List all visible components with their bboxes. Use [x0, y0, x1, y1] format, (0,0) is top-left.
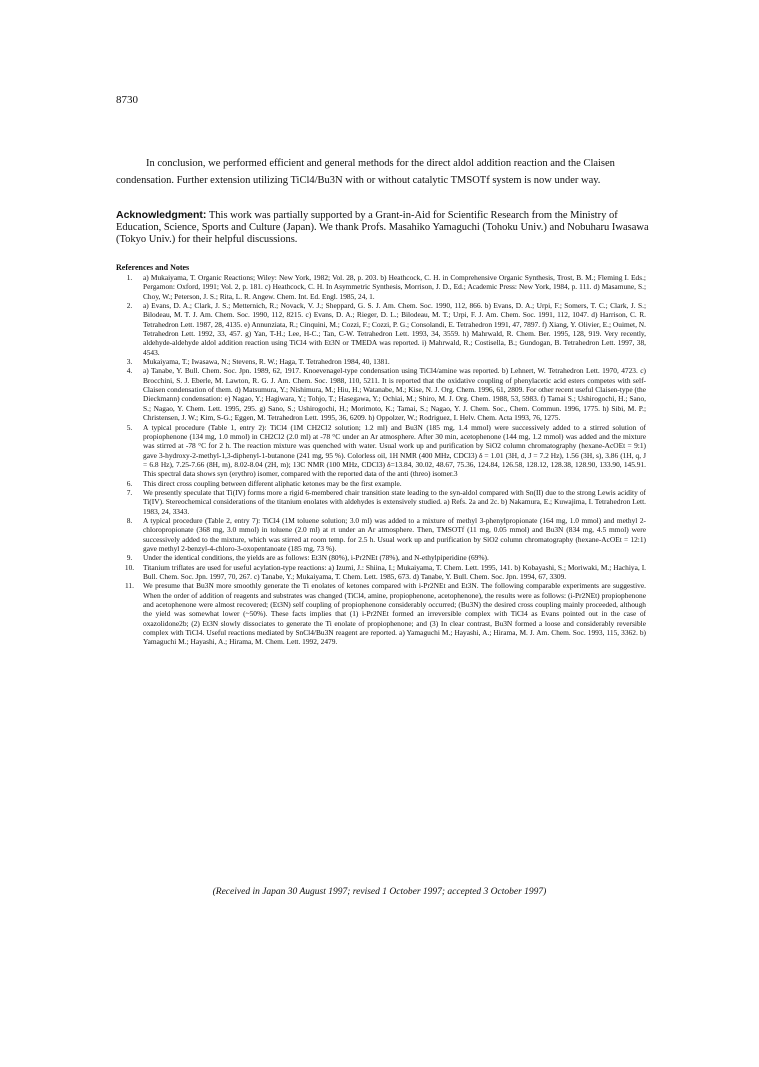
references-title: References and Notes — [116, 263, 190, 272]
reference-text: Mukaiyama, T.; Iwasawa, N.; Stevens, R. W.; Haga, T. Tetrahedron 1984, 40, 1381. — [143, 357, 390, 367]
reference-text: A typical procedure (Table 1, entry 2): TiCl4 (1M CH2Cl2 solution; 1.2 ml) and Bu3N (185 mg, 1.4 mmol) were successively added to a stirred solution of propiophenone (134 mg, 1.0 mmol) in CH2Cl2 (2.0 ml) at -78 °C under an Ar atmosphere. After 30 min, acetophenone (144 mg, 1.2 mmol) was added and the mixture was stirred at -78 °C for 2 h. The reaction mixture was quenched with water. Usual work up and purification by SiO2 column chromatography (hexane-AcOEt = 9:1) gave 3-hydroxy-2-methyl-1,3-diphenyl-1-butanone (241 mg, 95 %). Colorless oil, 1H NMR (400 MHz, CDCl3) δ = 1.01 (3H, d, J = 7.2 Hz), 1.56 (3H, s), 3.86 (1H, q, J = 6.8 Hz), 7.25-7.66 (8H, m), 8.02-8.04 (2H, m); 13C NMR (100 MHz, CDCl3) δ=13.84, 30.02, 48.67, 75.36, 124.84, 126.58, 128.12, 128.38, 128.90, 133.90, 145.91. This spectral data shows syn (erythro) isomer, compared with the reported data of the anti (threo) isomer.3 — [143, 422, 646, 479]
reference-number: 3. — [126, 357, 133, 367]
reference-number: 9. — [126, 553, 133, 563]
reference-text: A typical procedure (Table 2, entry 7): TiCl4 (1M toluene solution; 3.0 ml) was added to a mixture of methyl 3-phenylpropionate (164 mg, 1.0 mmol) and methyl 2-chloropropionate (368 mg, 3.0 mmol) in toluene (2.0 ml) at rt under an Ar atmosphere. Then, TMSOTf (11 mg, 0.05 mmol) and Bu3N (834 mg, 4.5 mmol) were successively added to the mixture, which was stirred at room temp. for 2.5 h. Usual work up and purification by SiO2 column chromatography (hexane-AcOEt = 12:1) gave methyl 2-benzyl-4-chloro-3-oxopentanoate (185 mg, 73 %). — [143, 515, 646, 553]
reference-item — [116, 273, 646, 301]
reference-number: 5. — [126, 422, 133, 432]
reference-item — [116, 516, 646, 553]
reference-number: 4. — [126, 366, 133, 376]
reference-item — [116, 563, 646, 582]
reference-number: 7. — [126, 487, 133, 497]
page-number: 8730 — [116, 94, 138, 106]
reference-number: 11. — [125, 581, 134, 591]
reference-item — [116, 357, 646, 366]
reference-item — [116, 581, 646, 646]
acknowledgment-text: This work was partially supported by a Grant-in-Aid for Scientific Research from the Ministry of Education, Science, Sports and Culture (Japan). We thank Profs. Masahiko Yamaguchi (Tohoku Univ.) and Nobuharu Iwasawa (Tokyo Univ.) for their helpful discussions. — [116, 210, 649, 245]
reference-text: a) Evans, D. A.; Clark, J. S.; Metternich, R.; Novack, V. J.; Sheppard, G. S. J. Am. Chem. Soc. 1990, 112, 866. b) Evans, D. A.; Urpi, F.; Somers, T. C.; Clark, J. S.; Bilodeau, M. T. J. Am. Chem. Soc. 1990, 112, 8215. c) Evans, D. A.; Rieger, D. L.; Bilodeau, M. T.; Urpi, F. J. Am. Chem. Soc. 1991, 112, 1047. d) Harrison, C. R. Tetrahedron Lett. 1987, 28, 4135. e) Annunziata, R.; Cinquini, M.; Cozzi, F.; Cozzi, P. G.; Consolandi, E. Tetrahedron 1991, 47, 7897. f) Xiang, Y. Olivier, E.; Ouimet, N. Tetrahedron Lett. 1992, 33, 457. g) Yan, T-H.; Lee, H-C.; Tan, C-W. Tetrahedron Lett. 1993, 34, 3559. h) Mahrwald, R. Chem. Ber. 1995, 128, 919. Very recently, aldehyde-aldehyde aldol addition reaction using TiCl4 with Et3N or TMEDA was reported. i) Mahrwald, R.; Costisella, B.; Gundogan, B. Tetrahedron Lett. 1997, 38, 4543. — [143, 301, 646, 357]
references-list — [116, 273, 646, 647]
reference-number: 6. — [126, 478, 133, 488]
reference-item — [116, 479, 646, 488]
received-dates: (Received in Japan 30 August 1997; revised 1 October 1997; accepted 3 October 1997) — [212, 887, 547, 897]
reference-item — [116, 488, 646, 516]
reference-item — [116, 553, 646, 562]
reference-number: 2. — [126, 301, 133, 311]
reference-text: This direct cross coupling between different aliphatic ketones may be the first example. — [143, 478, 402, 488]
reference-text: We presently speculate that Ti(IV) forms more a rigid 6-membered chair transition state leading to the syn-aldol compared with Sn(II) due to the strong Lewis acidity of Ti(IV). Stereochemical considerations of the titanium enolates with aldehydes is extensively studied. a) Refs. 2a and 2c. b) Nakamura, E.; Kuwajima, I. Tetrahedron Lett. 1983, 24, 3343. — [143, 487, 646, 516]
reference-text: Under the identical conditions, the yields are as follows: Et3N (80%), i-Pr2NEt (78%), and N-ethylpiperidine (69%). — [143, 553, 489, 563]
reference-item — [116, 366, 646, 422]
reference-text: a) Mukaiyama, T. Organic Reactions; Wiley: New York, 1982; Vol. 28, p. 203. b) Heathcock, C. H. in Comprehensive Organic Synthesis, Trost, B. M.; Fleming I. Eds.; Pergamon: Oxford, 1991; Vol. 2, p. 181. c) Heathcock, C. H. In Asymmetric Synthesis, Morrison, J. D., Ed.; Academic Press: New York, 1984, p. 111. d) Masamune, S.; Choy, W.; Peterson, J. S.; Rita, L. R. Angew. Chem. Int. Ed. Engl. 1985, 24, 1. — [143, 273, 646, 301]
acknowledgment-section — [116, 209, 652, 246]
acknowledgment-heading: Acknowledgment: — [116, 209, 207, 221]
reference-text: Titanium triflates are used for useful acylation-type reactions: a) Izumi, J.: Shiina, I.; Mukaiyama, T. Chem. Lett. 1995, 141. b) Kobayashi, S.; Moriwaki, M.; Hachiya, I. Bull. Chem. Soc. Jpn. 1997, 70, 267. c) Tanabe, Y.; Mukaiyama, T. Chem. Lett. 1985, 673. d) Tanabe, Y. Bull. Chem. Soc. Jpn. 1994, 67, 3309. — [143, 562, 646, 581]
reference-item — [116, 301, 646, 357]
reference-text: We presume that Bu3N more smoothly generate the Ti enolates of ketones compared with i-Pr2NEt and Et3N. The following comparable experiments are suggestive. When the order of addition of reagents and substrates was changed (TiCl4, amine, propiophenone, acetophenone), the results were as follows: (i-Pr2NEt) propiophenone and acetophenone were almost recovered; (Et3N) self coupling of propiophenone considerably occurred; (Bu3N) the desired cross coupling mainly proceeded, although the yield was somewhat lower (~50%). These facts implies that (1) i-Pr2NEt formed an irreversible complex with TiCl4 as Evans pointed out in the case of oxazolidone2b; (2) Et3N slowly dissociates to generate the Ti enolate of propiophenone; and (3) In clear contrast, Bu3N formed a loose and considerably reversible complex with TiCl4. Useful reactions mediated by SnCl4/Bu3N reagent are reported. a) Yamaguchi M.; Hayashi, A.; Hirama, M. J. Am. Chem. Soc. 1993, 115, 3362. b) Yamaguchi M.; Hayashi, A.; Hirama, M. Chem. Lett. 1992, 2479. — [143, 581, 646, 647]
reference-number: 1. — [126, 273, 133, 282]
conclusion-paragraph: In conclusion, we performed efficient and general methods for the direct aldol addition reaction and the Claisen condensation. Further extension utilizing TiCl4/Bu3N with or without catalytic TMSOTf system is now under way. — [116, 158, 615, 186]
reference-text: a) Tanabe, Y. Bull. Chem. Soc. Jpn. 1989, 62, 1917. Knoevenagel-type condensation using TiCl4/amine was reported. b) Lehnert, W. Tetrahedron Lett. 1970, 4723. c) Brocchini, S. J. Eberle, M. Lawton, R. G. J. Am. Chem. Soc. 1988, 110, 5211. It is reported that the oxidative coupling of phenylacetic acid esters competes with self-Claisen condensation of them. d) Matsumura, Y.; Nishimura, M.; Hiu, H.; Watanabe, M.; Kise, N. J. Org. Chem. 1996, 61, 2809. For other recent useful Claisen-type (the Dieckmann) condensation: e) Nagao, Y.; Hagiwara, Y.; Tohjo, T.; Hasegawa, Y.; Ochiai, M.; Shiro, M. J. Org. Chem. 1988, 53, 5983. f) Tamai S.; Ushirogochi, H.; Sano, S.; Nagao, Y. Chem. Lett. 1995, 295. g) Sano, S.; Ushirogochi, H.; Morimoto, K.; Tamai, S.; Nagao, Y. J. Chem. Soc., Chem. Commun. 1996, 1775. h) Sibi, M. P.; Christensen, J. W.; Kim, S-G.; Eggen, M. Tetrahedron Lett. 1995, 36, 6209. h) Oppolzer, W.; Rodriguez, I. Helv. Chem. Acta 1993, 76, 1275. — [143, 366, 646, 423]
reference-number: 8. — [126, 515, 133, 525]
reference-item — [116, 423, 646, 479]
reference-number: 10. — [124, 562, 135, 572]
